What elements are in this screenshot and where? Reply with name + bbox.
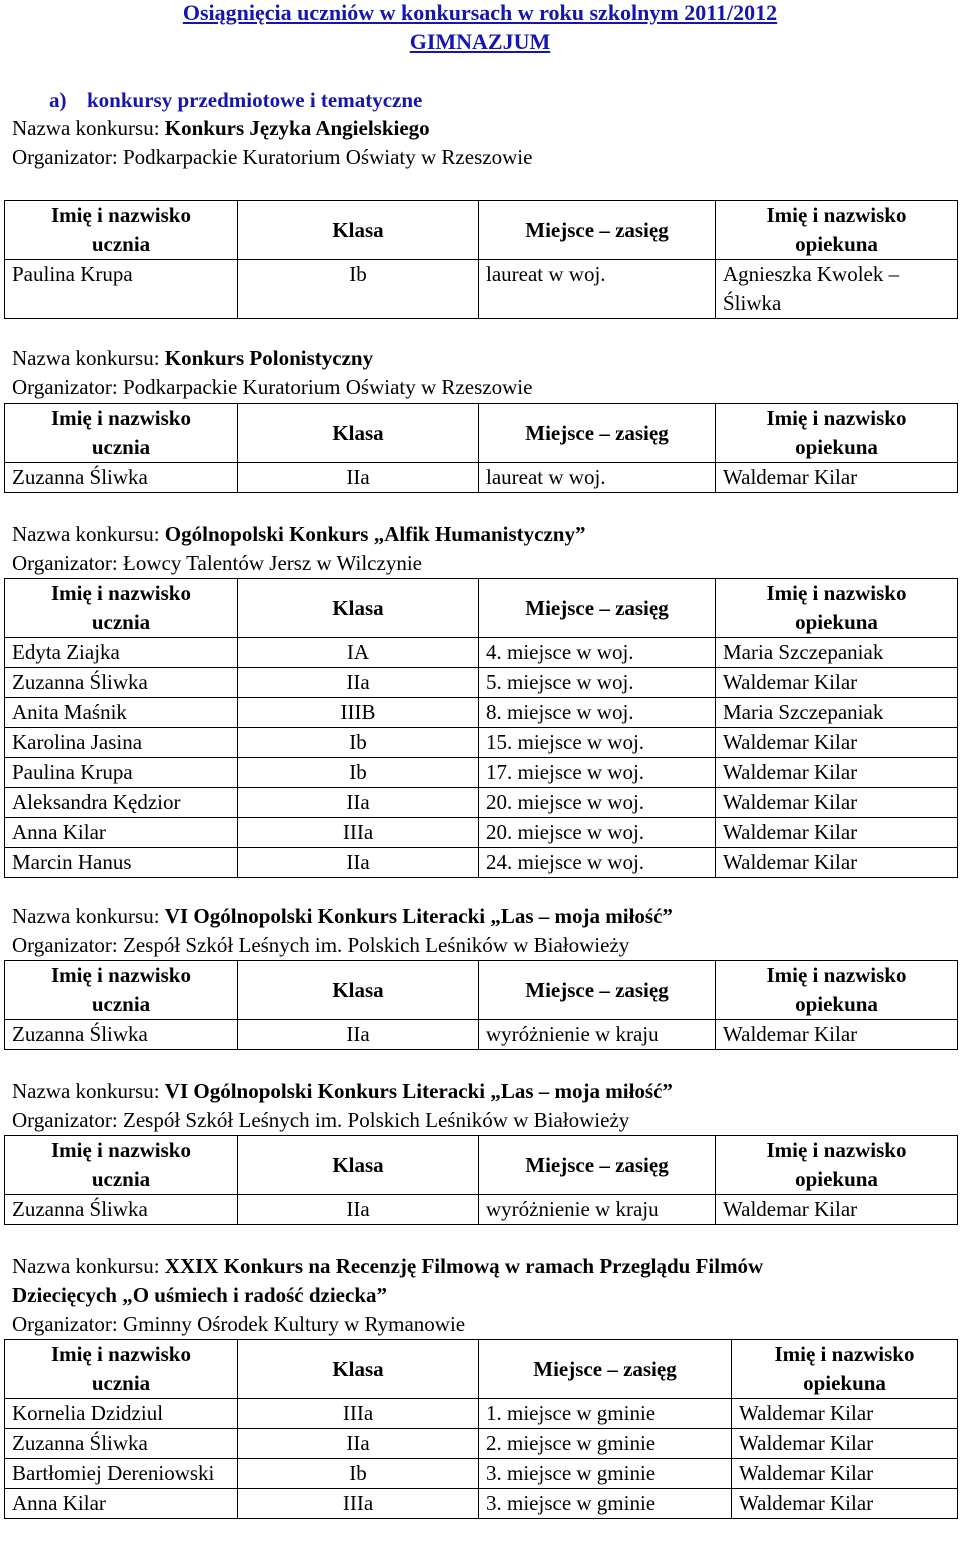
results-table [4,403,958,493]
cell-class: Ib [238,260,479,319]
contest-organizer-line [12,143,952,172]
contest-name-label: Nazwa konkursu: [12,116,160,140]
contest-name: Konkurs Polonistyczny [164,346,374,370]
header-tutor: Imię i nazwisko opiekuna [716,404,958,463]
cell-student: Paulina Krupa [5,758,238,788]
cell-place: 20. miejsce w woj. [479,818,716,848]
cell-tutor: Waldemar Kilar [716,1020,958,1050]
cell-class: IIa [238,1020,479,1050]
cell-tutor: Agnieszka Kwolek – Śliwka [716,260,958,319]
cell-place: 1. miejsce w gminie [479,1399,732,1429]
cell-class: IIa [238,463,479,493]
header-student: Imię i nazwisko ucznia [5,404,238,463]
header-place: Miejsce – zasięg [479,404,716,463]
results-table [4,200,958,319]
header-place: Miejsce – zasięg [479,579,716,638]
contest-name-label: Nazwa konkursu: [12,1254,160,1278]
cell-tutor: Waldemar Kilar [716,1195,958,1225]
contest-name-line [12,1077,952,1106]
contest-organizer: Podkarpackie Kuratorium Oświaty w Rzeszowie [123,375,533,399]
header-student: Imię i nazwisko ucznia [5,201,238,260]
cell-class: Ib [238,728,479,758]
cell-student: Zuzanna Śliwka [5,1195,238,1225]
header-place: Miejsce – zasięg [479,201,716,260]
document-subtitle: GIMNAZJUM [409,29,551,54]
cell-place: wyróżnienie w kraju [479,1195,716,1225]
header-place: Miejsce – zasięg [479,1340,732,1399]
cell-place: 4. miejsce w woj. [479,638,716,668]
cell-tutor: Maria Szczepaniak [716,698,958,728]
table-row [5,668,958,698]
results-table [4,1135,958,1225]
table-row [5,1195,958,1225]
header-student: Imię i nazwisko ucznia [5,961,238,1020]
document-title: Osiągnięcia uczniów w konkursach w roku szkolnym 2011/2012 [182,0,778,25]
cell-place: laureat w woj. [479,463,716,493]
contest-name-label: Nazwa konkursu: [12,1079,160,1103]
contest-organizer: Podkarpackie Kuratorium Oświaty w Rzeszowie [123,145,533,169]
contest-organizer-line [12,373,952,402]
results-table [4,960,958,1050]
cell-tutor: Waldemar Kilar [716,758,958,788]
results-table [4,578,958,878]
contest-name: Ogólnopolski Konkurs „Alfik Humanistyczny” [164,522,586,546]
header-class: Klasa [238,961,479,1020]
contest-name-label: Nazwa konkursu: [12,904,160,928]
cell-student: Kornelia Dzidziul [5,1399,238,1429]
header-tutor: Imię i nazwisko opiekuna [716,579,958,638]
contest-organizer: Gminny Ośrodek Kultury w Rymanowie [123,1312,466,1336]
header-tutor: Imię i nazwisko opiekuna [732,1340,958,1399]
cell-class: IIa [238,1195,479,1225]
cell-student: Anita Maśnik [5,698,238,728]
cell-place: 17. miejsce w woj. [479,758,716,788]
cell-student: Marcin Hanus [5,848,238,878]
header-place: Miejsce – zasięg [479,1136,716,1195]
contest-organizer: Zespół Szkół Leśnych im. Polskich Leśników w Białowieży [123,1108,630,1132]
contest-name-line [12,1252,952,1281]
header-tutor: Imię i nazwisko opiekuna [716,201,958,260]
header-class: Klasa [238,201,479,260]
header-student: Imię i nazwisko ucznia [5,1340,238,1399]
organizer-label: Organizator: [12,375,118,399]
table-row [5,758,958,788]
header-tutor: Imię i nazwisko opiekuna [716,961,958,1020]
cell-place: 15. miejsce w woj. [479,728,716,758]
cell-class: IIa [238,1429,479,1459]
cell-place: 20. miejsce w woj. [479,788,716,818]
contest-name-continued: Dziecięcych „O uśmiech i radość dziecka” [12,1283,388,1307]
cell-class: IIIa [238,818,479,848]
contest-organizer: Zespół Szkół Leśnych im. Polskich Leśników w Białowieży [123,933,630,957]
cell-tutor: Waldemar Kilar [732,1459,958,1489]
contest-organizer: Łowcy Talentów Jersz w Wilczynie [123,551,422,575]
contest-name-label: Nazwa konkursu: [12,346,160,370]
cell-student: Bartłomiej Dereniowski [5,1459,238,1489]
contest-organizer-line [12,1106,952,1135]
results-table [4,1339,958,1519]
contest-name: VI Ogólnopolski Konkurs Literacki „Las – moja miłość” [164,1079,673,1103]
contest-name-line [12,902,952,931]
cell-tutor: Waldemar Kilar [732,1489,958,1519]
cell-place: 24. miejsce w woj. [479,848,716,878]
cell-tutor: Waldemar Kilar [716,463,958,493]
table-header-row [5,579,958,638]
header-student: Imię i nazwisko ucznia [5,1136,238,1195]
contest-organizer-line [12,931,952,960]
header-class: Klasa [238,404,479,463]
header-tutor: Imię i nazwisko opiekuna [716,1136,958,1195]
contest-name-line-2 [12,1281,952,1310]
cell-tutor: Waldemar Kilar [732,1399,958,1429]
cell-student: Edyta Ziajka [5,638,238,668]
cell-student: Zuzanna Śliwka [5,1020,238,1050]
contest-name-line [12,344,952,373]
table-header-row [5,961,958,1020]
cell-tutor: Waldemar Kilar [716,848,958,878]
cell-class: Ib [238,1459,479,1489]
table-header-row [5,1136,958,1195]
table-row [5,1020,958,1050]
cell-place: 3. miejsce w gminie [479,1459,732,1489]
organizer-label: Organizator: [12,933,118,957]
table-header-row [5,404,958,463]
table-row [5,728,958,758]
cell-tutor: Waldemar Kilar [716,788,958,818]
cell-tutor: Waldemar Kilar [716,728,958,758]
cell-class: IIa [238,848,479,878]
cell-student: Anna Kilar [5,1489,238,1519]
contest-name: VI Ogólnopolski Konkurs Literacki „Las – moja miłość” [164,904,673,928]
organizer-label: Organizator: [12,1312,118,1336]
cell-student: Anna Kilar [5,818,238,848]
table-row [5,1399,958,1429]
table-row [5,818,958,848]
organizer-label: Organizator: [12,1108,118,1132]
contest-name: Konkurs Języka Angielskiego [164,116,430,140]
cell-place: laureat w woj. [479,260,716,319]
cell-place: 3. miejsce w gminie [479,1489,732,1519]
contest-name-line [12,520,952,549]
header-student: Imię i nazwisko ucznia [5,579,238,638]
contest-name: XXIX Konkurs na Recenzję Filmową w ramach Przeglądu Filmów [164,1254,764,1278]
table-row [5,463,958,493]
cell-student: Zuzanna Śliwka [5,1429,238,1459]
section-heading [49,87,422,113]
cell-place: 5. miejsce w woj. [479,668,716,698]
contest-name-line [12,114,952,143]
header-class: Klasa [238,1136,479,1195]
cell-class: IIIB [238,698,479,728]
cell-class: IIa [238,788,479,818]
cell-place: 2. miejsce w gminie [479,1429,732,1459]
contest-name-label: Nazwa konkursu: [12,522,160,546]
cell-class: IIIa [238,1399,479,1429]
cell-class: IA [238,638,479,668]
cell-class: IIIa [238,1489,479,1519]
table-row [5,1489,958,1519]
cell-place: 8. miejsce w woj. [479,698,716,728]
cell-tutor: Waldemar Kilar [732,1429,958,1459]
cell-place: wyróżnienie w kraju [479,1020,716,1050]
cell-tutor: Waldemar Kilar [716,668,958,698]
table-row [5,698,958,728]
cell-class: Ib [238,758,479,788]
cell-student: Paulina Krupa [5,260,238,319]
cell-tutor: Maria Szczepaniak [716,638,958,668]
organizer-label: Organizator: [12,145,118,169]
cell-student: Zuzanna Śliwka [5,463,238,493]
contest-organizer-line [12,549,952,578]
table-row [5,1429,958,1459]
table-row [5,848,958,878]
table-row [5,638,958,668]
table-row [5,788,958,818]
table-header-row [5,1340,958,1399]
contest-organizer-line [12,1310,952,1339]
cell-class: IIa [238,668,479,698]
header-class: Klasa [238,579,479,638]
header-place: Miejsce – zasięg [479,961,716,1020]
organizer-label: Organizator: [12,551,118,575]
table-row [5,1459,958,1489]
table-header-row [5,201,958,260]
cell-student: Karolina Jasina [5,728,238,758]
header-class: Klasa [238,1340,479,1399]
section-label: a) [49,88,67,112]
table-row [5,260,958,319]
cell-student: Zuzanna Śliwka [5,668,238,698]
cell-student: Aleksandra Kędzior [5,788,238,818]
cell-tutor: Waldemar Kilar [716,818,958,848]
section-text: konkursy przedmiotowe i tematyczne [87,88,423,112]
